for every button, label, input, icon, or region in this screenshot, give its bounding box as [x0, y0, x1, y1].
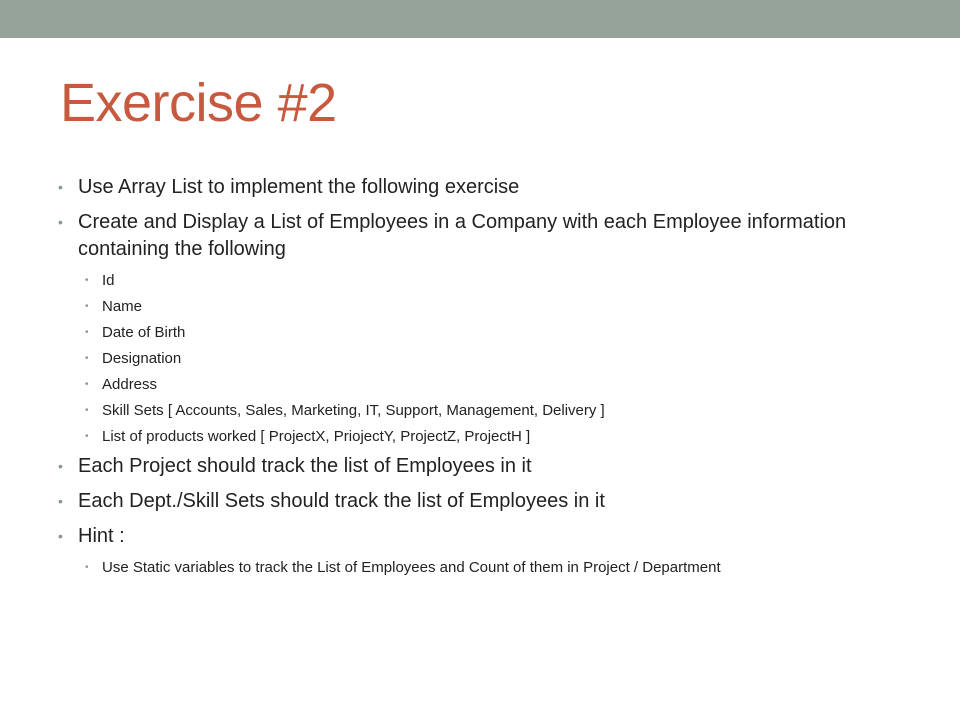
sub-bullet-item — [58, 427, 908, 446]
sub-bullet-item — [58, 323, 908, 342]
bullet-text: Hint : — [78, 525, 125, 547]
sub-bullet-item — [58, 558, 908, 577]
bullet-dot-icon: • — [58, 458, 63, 474]
bullet-dot-icon: • — [85, 353, 89, 364]
sub-bullet-text: Name — [102, 298, 143, 315]
sub-bullet-list — [58, 558, 908, 577]
bullet-item — [58, 488, 908, 515]
bullet-dot-icon: • — [85, 379, 89, 390]
bullet-dot-icon: • — [58, 214, 63, 230]
sub-bullet-item — [58, 349, 908, 368]
bullet-text: Each Project should track the list of Employees in it — [78, 455, 532, 477]
sub-bullet-list — [58, 271, 908, 446]
bullet-dot-icon: • — [85, 275, 89, 286]
bullet-text: Use Array List to implement the following exercise — [78, 176, 520, 198]
bullet-item — [58, 174, 908, 201]
sub-bullet-text: Use Static variables to track the List of Employees and Count of them in Project / Department — [102, 559, 721, 576]
top-accent-bar — [0, 0, 960, 38]
slide-title: Exercise #2 — [60, 73, 337, 133]
bullet-item — [58, 453, 908, 480]
bullet-dot-icon: • — [58, 493, 63, 509]
bullet-item — [58, 523, 908, 550]
sub-bullet-text: List of products worked [ ProjectX, PriojectY, ProjectZ, ProjectH ] — [102, 428, 531, 445]
sub-bullet-item — [58, 271, 908, 290]
bullet-dot-icon: • — [85, 562, 89, 573]
sub-bullet-text: Skill Sets [ Accounts, Sales, Marketing, IT, Support, Management, Delivery ] — [102, 402, 605, 419]
sub-bullet-text: Date of Birth — [102, 324, 186, 341]
bullet-dot-icon: • — [85, 431, 89, 442]
bullet-text: Each Dept./Skill Sets should track the list of Employees in it — [78, 490, 605, 512]
bullet-text: Create and Display a List of Employees in a Company with each Employee information containing the following — [78, 211, 847, 260]
sub-bullet-text: Id — [102, 272, 115, 289]
sub-bullet-item — [58, 401, 908, 420]
bullet-item — [58, 209, 908, 263]
bullet-dot-icon: • — [85, 327, 89, 338]
sub-bullet-item — [58, 375, 908, 394]
sub-bullet-text: Address — [102, 376, 158, 393]
bullet-dot-icon: • — [58, 179, 63, 195]
bullet-dot-icon: • — [85, 405, 89, 416]
slide-body — [58, 174, 908, 584]
bullet-dot-icon: • — [85, 301, 89, 312]
sub-bullet-text: Designation — [102, 350, 182, 367]
sub-bullet-item — [58, 297, 908, 316]
bullet-dot-icon: • — [58, 528, 63, 544]
